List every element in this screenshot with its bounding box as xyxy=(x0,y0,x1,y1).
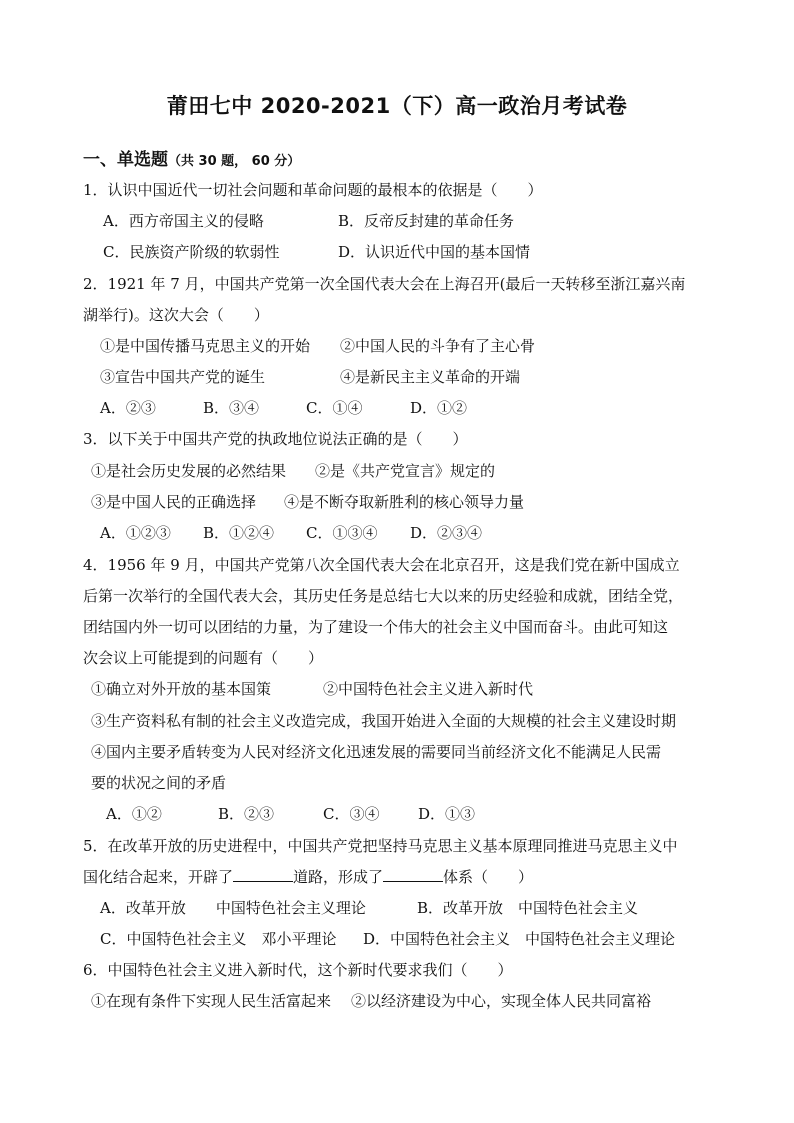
q1-option-d: D．认识近代中国的基本国情 xyxy=(338,243,531,261)
q4-stem-line3: 团结国内外一切可以团结的力量，为了建设一个伟大的社会主义中国而奋斗。由此可知这 xyxy=(83,618,669,636)
q3-stem: 3．以下关于中国共产党的执政地位说法正确的是（ ） xyxy=(83,430,468,448)
q2-statement-3: ③宣告中国共产党的诞生 xyxy=(100,368,266,386)
q5-stem-part2: 道路，形成了 xyxy=(293,868,384,886)
q5-option-d: D．中国特色社会主义 中国特色社会主义理论 xyxy=(363,930,676,948)
q4-stem-line1: 4．1956 年 9 月，中国共产党第八次全国代表大会在北京召开，这是我们党在新中国成立 xyxy=(83,556,680,574)
q2-option-a: A．②③ xyxy=(100,399,156,417)
q5-option-b: B．改革开放 中国特色社会主义 xyxy=(417,899,639,917)
q6-stem: 6．中国特色社会主义进入新时代，这个新时代要求我们（ ） xyxy=(83,961,513,979)
q3-option-a: A．①②③ xyxy=(100,524,171,542)
q2-stem-line1: 2．1921 年 7 月，中国共产党第一次全国代表大会在上海召开(最后一天转移至浙江嘉兴南 xyxy=(83,275,686,293)
q5-stem-line2 xyxy=(83,867,533,887)
q2-statement-2: ②中国人民的斗争有了主心骨 xyxy=(340,337,536,355)
q3-statement-1: ①是社会历史发展的必然结果 xyxy=(91,462,287,480)
q5-stem-part3: 体系（ ） xyxy=(443,868,534,886)
q4-option-b: B．②③ xyxy=(218,805,275,823)
q5-option-c: C．中国特色社会主义 邓小平理论 xyxy=(100,930,337,948)
q4-option-c: C．③④ xyxy=(323,805,380,823)
q1-option-b: B．反帝反封建的革命任务 xyxy=(338,212,515,230)
q4-option-d: D．①③ xyxy=(418,805,476,823)
section-heading-title: 一、单选题 xyxy=(83,150,168,170)
q3-option-d: D．②③④ xyxy=(410,524,483,542)
q4-statement-2: ②中国特色社会主义进入新时代 xyxy=(323,680,534,698)
q6-statement-1: ①在现有条件下实现人民生活富起来 xyxy=(91,992,332,1010)
q3-option-b: B．①②④ xyxy=(203,524,275,542)
q5-answer-blank-1 xyxy=(233,867,293,882)
q3-statement-3: ③是中国人民的正确选择 xyxy=(91,493,257,511)
section-heading-note: （共 30 题， 60 分） xyxy=(168,154,301,169)
q4-statement-1: ①确立对外开放的基本国策 xyxy=(91,680,272,698)
q5-option-a: A．改革开放 中国特色社会主义理论 xyxy=(100,899,366,917)
q5-answer-blank-2 xyxy=(383,867,443,882)
q2-option-b: B．③④ xyxy=(203,399,260,417)
q4-statement-4-line2: 要的状况之间的矛盾 xyxy=(91,774,227,792)
q1-option-c: C．民族资产阶级的软弱性 xyxy=(103,243,280,261)
section-heading xyxy=(83,145,300,170)
q4-option-a: A．①② xyxy=(106,805,162,823)
q2-option-d: D．①② xyxy=(410,399,468,417)
q4-stem-line2: 后第一次举行的全国代表大会，其历史任务是总结七大以来的历史经验和成就，团结全党， xyxy=(83,587,684,605)
page-title: 莆田七中 2020-2021（下）高一政治月考试卷 xyxy=(166,94,628,118)
q2-stem-line2: 湖举行)。这次大会（ ） xyxy=(83,306,269,324)
q2-statement-4: ④是新民主主义革命的开端 xyxy=(340,368,521,386)
q1-option-a: A．西方帝国主义的侵略 xyxy=(103,212,264,230)
q6-statement-2: ②以经济建设为中心，实现全体人民共同富裕 xyxy=(351,992,652,1010)
q4-statement-3: ③生产资料私有制的社会主义改造完成，我国开始进入全面的大规模的社会主义建设时期 xyxy=(91,712,677,730)
q3-statement-4: ④是不断夺取新胜利的核心领导力量 xyxy=(284,493,525,511)
q1-stem: 1．认识中国近代一切社会问题和革命问题的最根本的依据是（ ） xyxy=(83,181,543,199)
q2-option-c: C．①④ xyxy=(306,399,363,417)
q3-statement-2: ②是《共产党宣言》规定的 xyxy=(315,462,496,480)
q2-statement-1: ①是中国传播马克思主义的开始 xyxy=(100,337,311,355)
q4-statement-4-line1: ④国内主要矛盾转变为人民对经济文化迅速发展的需要同当前经济文化不能满足人民需 xyxy=(91,743,662,761)
q4-stem-line4: 次会议上可能提到的问题有（ ） xyxy=(83,649,324,667)
q3-option-c: C．①③④ xyxy=(306,524,378,542)
q5-stem-part1: 国化结合起来，开辟了 xyxy=(83,868,234,886)
q5-stem-line1: 5．在改革开放的历史进程中，中国共产党把坚持马克思主义基本原理同推进马克思主义中 xyxy=(83,837,678,855)
